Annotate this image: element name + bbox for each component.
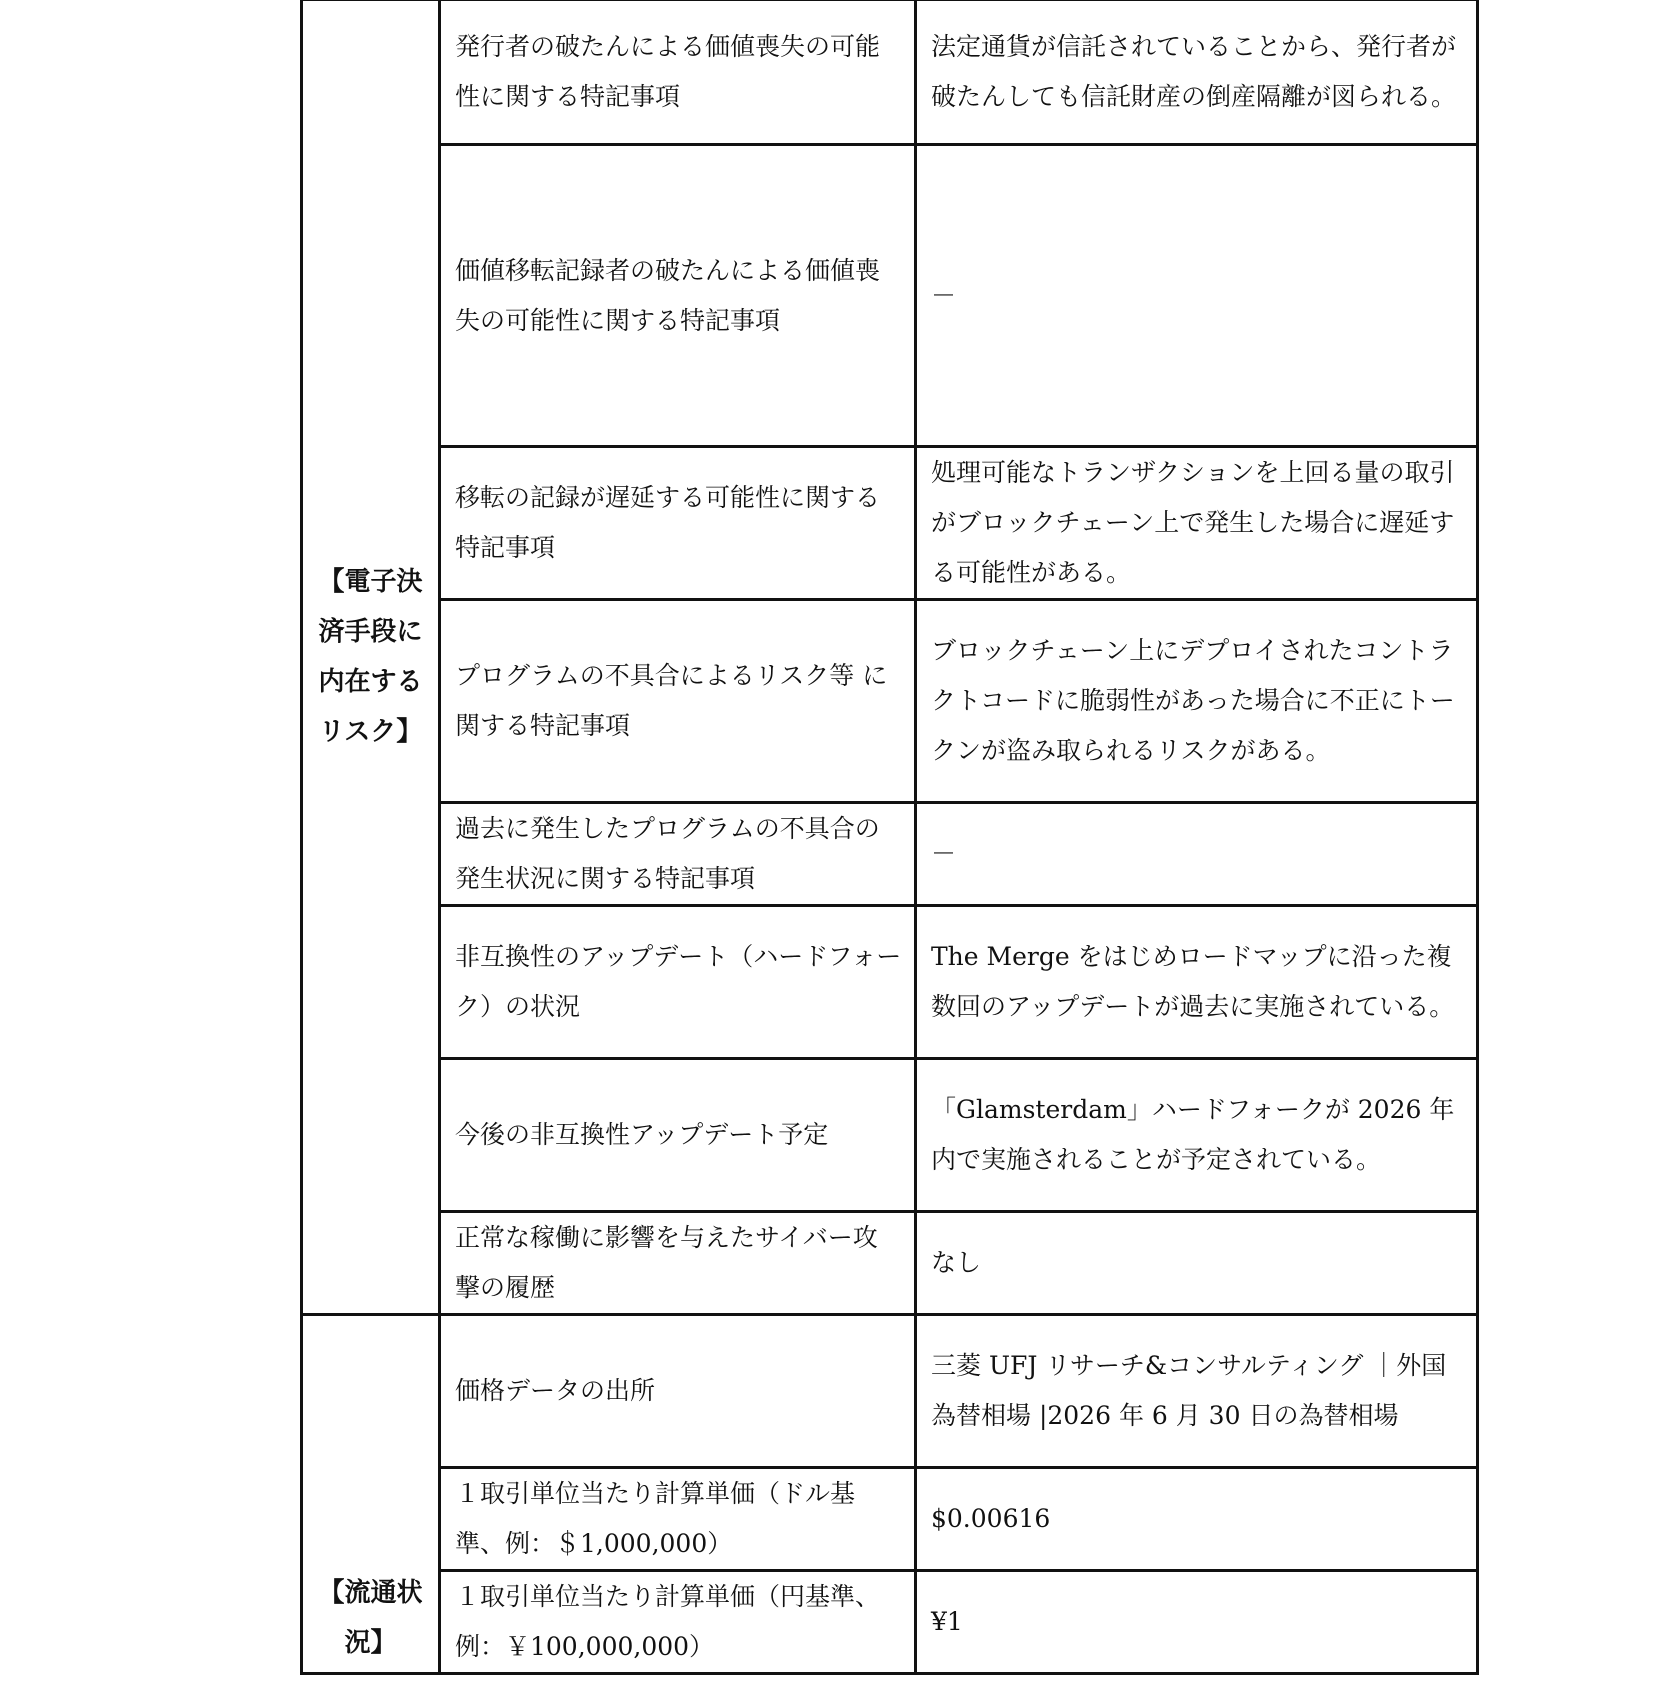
item-value: 「Glamsterdam」ハードフォークが 2026 年内で実施されることが予定されている。	[916, 1059, 1478, 1212]
item-value: $0.00616	[916, 1468, 1478, 1571]
category-risk: 【電子決済手段に内在するリスク】	[302, 0, 440, 1315]
item-value: －	[916, 803, 1478, 906]
item-label: １取引単位当たり計算単価（ドル基準、例：＄1,000,000）	[440, 1468, 916, 1571]
table-row	[302, 803, 1478, 906]
table-row	[302, 1315, 1478, 1468]
table-row	[302, 1571, 1478, 1674]
table-row	[302, 1212, 1478, 1315]
item-value: The Merge をはじめロードマップに沿った複数回のアップデートが過去に実施されている。	[916, 906, 1478, 1059]
table-row	[302, 447, 1478, 600]
item-label: 非互換性のアップデート（ハードフォーク）の状況	[440, 906, 916, 1059]
item-value: ブロックチェーン上にデプロイされたコントラクトコードに脆弱性があった場合に不正にトークンが盗み取られるリスクがある。	[916, 600, 1478, 803]
item-label: 過去に発生したプログラムの不具合の発生状況に関する特記事項	[440, 803, 916, 906]
item-label: 発行者の破たんによる価値喪失の可能性に関する特記事項	[440, 0, 916, 145]
table-row	[302, 906, 1478, 1059]
item-label: 今後の非互換性アップデート予定	[440, 1059, 916, 1212]
table-row	[302, 1468, 1478, 1571]
item-value: ¥1	[916, 1571, 1478, 1674]
item-value: －	[916, 145, 1478, 447]
item-label: プログラムの不具合によるリスク等 に関する特記事項	[440, 600, 916, 803]
item-label: 移転の記録が遅延する可能性に関する特記事項	[440, 447, 916, 600]
item-value: 処理可能なトランザクションを上回る量の取引がブロックチェーン上で発生した場合に遅延する可能性がある。	[916, 447, 1478, 600]
item-value: 三菱 UFJ リサーチ&コンサルティング ｜外国為替相場 |2026 年 6 月 30 日の為替相場	[916, 1315, 1478, 1468]
category-circulation: 【流通状況】	[302, 1315, 440, 1674]
item-label: 価格データの出所	[440, 1315, 916, 1468]
table-row	[302, 145, 1478, 447]
table-row	[302, 600, 1478, 803]
table-row	[302, 0, 1478, 145]
item-value: 法定通貨が信託されていることから、発行者が破たんしても信託財産の倒産隔離が図られる。	[916, 0, 1478, 145]
item-label: 正常な稼働に影響を与えたサイバー攻撃の履歴	[440, 1212, 916, 1315]
item-label: 価値移転記録者の破たんによる価値喪失の可能性に関する特記事項	[440, 145, 916, 447]
item-label: １取引単位当たり計算単価（円基準、例：￥100,000,000）	[440, 1571, 916, 1674]
table-row	[302, 1059, 1478, 1212]
disclosure-table	[300, 0, 1479, 1675]
item-value: なし	[916, 1212, 1478, 1315]
